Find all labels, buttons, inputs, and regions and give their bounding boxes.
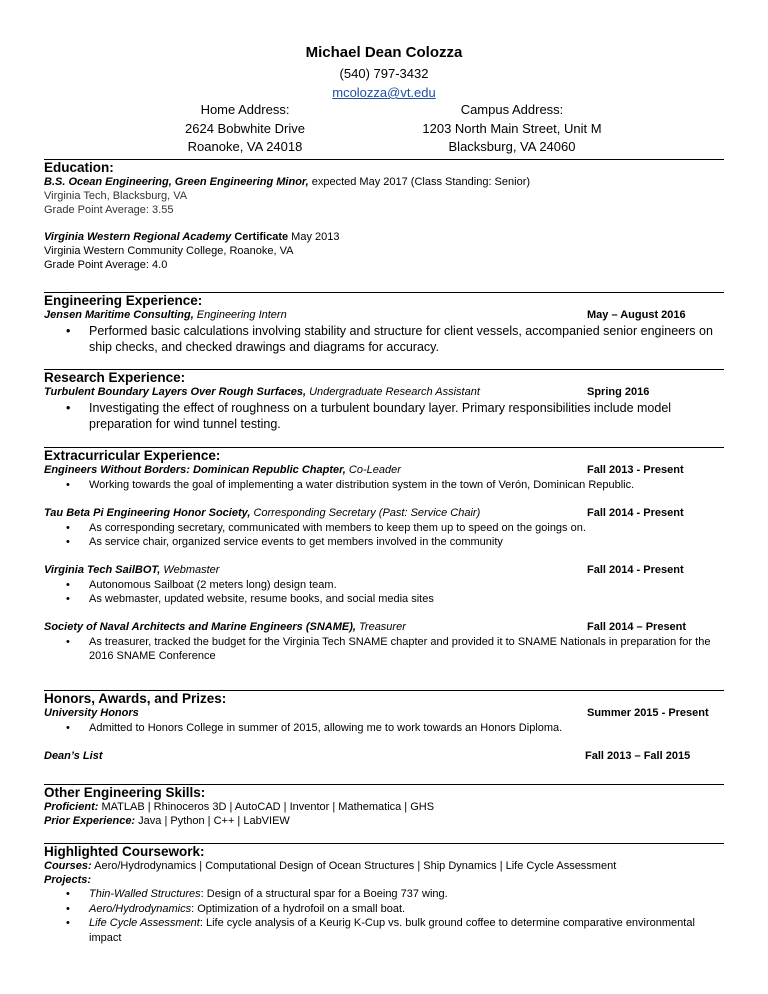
project-name: Life Cycle Assessment xyxy=(89,917,200,929)
entry-date: Fall 2014 - Present xyxy=(587,506,684,519)
courses-value: Aero/Hydrodynamics | Computational Design of Ocean Structures | Ship Dynamics | Life Cycle Assessment xyxy=(91,860,617,872)
entry-row xyxy=(44,620,724,635)
certificate-date: May 2013 xyxy=(288,231,340,243)
entry-row xyxy=(44,563,724,578)
section-title: Honors, Awards, and Prizes: xyxy=(44,691,227,706)
project-name: Thin-Walled Structures xyxy=(89,888,201,900)
entry-date: Fall 2013 - Present xyxy=(587,464,684,476)
campus-address-line2: Blacksburg, VA 24060 xyxy=(448,139,576,154)
section-title: Highlighted Coursework: xyxy=(44,844,205,859)
resume-name: Michael Dean Colozza xyxy=(305,44,463,61)
section-title: Extracurricular Experience: xyxy=(44,448,221,463)
entry-org: University Honors xyxy=(44,707,139,719)
entry-org: Dean’s List xyxy=(44,749,103,762)
list-item xyxy=(44,887,724,902)
list-item: • As corresponding secretary, communicated with members to keep them up to speed on the goings on. xyxy=(44,521,724,536)
entry-role: Webmaster xyxy=(160,563,220,576)
degree-detail: expected May 2017 (Class Standing: Senior) xyxy=(308,176,531,188)
entry-org: Turbulent Boundary Layers Over Rough Surfaces, xyxy=(44,386,307,398)
courses-label: Courses: xyxy=(44,860,92,872)
entry-role: Engineering Intern xyxy=(193,309,287,321)
list-item: • Autonomous Sailboat (2 meters long) design team. xyxy=(44,578,724,593)
home-address-label: Home Address: xyxy=(200,102,290,117)
entry-org: Virginia Tech SailBOT, xyxy=(44,563,161,576)
campus-address-label: Campus Address: xyxy=(460,102,564,117)
degree-line xyxy=(44,175,724,189)
list-item xyxy=(44,902,724,917)
skills-value: Java | Python | C++ | LabVIEW xyxy=(135,815,290,827)
section-title: Engineering Experience: xyxy=(44,293,203,308)
entry-date: Spring 2016 xyxy=(587,386,650,398)
email-link[interactable]: mcolozza@vt.edu xyxy=(332,85,436,100)
entry-date: Summer 2015 - Present xyxy=(587,707,709,719)
research-section xyxy=(44,369,724,432)
entry-role: Corresponding Secretary (Past: Service Chair) xyxy=(250,506,481,519)
entry-org: Society of Naval Architects and Marine Engineers (SNAME), xyxy=(44,620,356,633)
entry-role: Co-Leader xyxy=(345,464,401,476)
projects-line xyxy=(44,873,724,887)
entry-row xyxy=(44,385,724,400)
list-item: • Performed basic calculations involving stability and structure for client vessels, accompanied senior engineers on ship checks, and checked drawings and diagrams for accuracy. xyxy=(44,323,724,355)
home-address xyxy=(170,101,320,157)
list-item: • Investigating the effect of roughness on a turbulent boundary layer. Primary responsibilities include model preparation for wind tunnel testing. xyxy=(44,400,724,432)
gpa-line: Grade Point Average: 3.55 xyxy=(44,204,174,216)
entry-org: Engineers Without Borders: Dominican Republic Chapter, xyxy=(44,464,346,476)
section-title: Education: xyxy=(44,160,114,175)
certificate-line xyxy=(44,230,724,244)
certificate-label: Certificate xyxy=(231,231,289,243)
skills-line xyxy=(44,800,724,814)
entry-row xyxy=(44,706,724,721)
list-item xyxy=(44,916,724,945)
entry-row xyxy=(44,463,724,478)
list-item: • Working towards the goal of implementing a water distribution system in the town of Verón, Dominican Republic. xyxy=(44,478,724,493)
skills-value: MATLAB | Rhinoceros 3D | AutoCAD | Inventor | Mathematica | GHS xyxy=(98,801,435,813)
entry-role: Treasurer xyxy=(355,620,406,633)
engineering-section xyxy=(44,292,724,355)
entry-date: Fall 2014 – Present xyxy=(587,620,687,633)
skills-section xyxy=(44,784,724,828)
gpa-line: Grade Point Average: 4.0 xyxy=(44,259,168,271)
phone-number: (540) 797-3432 xyxy=(339,66,429,81)
extracurricular-section xyxy=(44,447,724,664)
entry-date: May – August 2016 xyxy=(587,309,686,321)
list-item: • As webmaster, updated website, resume books, and social media sites xyxy=(44,592,724,607)
project-text: : Optimization of a hydrofoil on a small boat. xyxy=(191,902,406,915)
list-item: • Admitted to Honors College in summer of 2015, allowing me to work towards an Honors Diploma. xyxy=(44,721,724,736)
entry-org: Tau Beta Pi Engineering Honor Society, xyxy=(44,506,251,519)
campus-address-line1: 1203 North Main Street, Unit M xyxy=(422,120,602,136)
entry-row xyxy=(44,749,724,764)
section-title: Research Experience: xyxy=(44,370,186,385)
honors-section xyxy=(44,690,724,764)
entry-date: Fall 2013 – Fall 2015 xyxy=(585,749,691,762)
section-title: Other Engineering Skills: xyxy=(44,785,206,800)
email-row xyxy=(0,85,768,100)
degree-title: B.S. Ocean Engineering, Green Engineering Minor, xyxy=(44,176,309,188)
home-address-line1: 2624 Bobwhite Drive xyxy=(185,120,305,136)
list-item: • As service chair, organized service events to get members involved in the community xyxy=(44,535,724,550)
project-name: Aero/Hydrodynamics xyxy=(89,902,192,915)
entry-role: Undergraduate Research Assistant xyxy=(306,386,480,398)
education-section xyxy=(44,159,724,272)
projects-label: Projects: xyxy=(44,874,92,886)
school-line: Virginia Western Community College, Roanoke, VA xyxy=(44,245,294,257)
skills-line xyxy=(44,814,724,828)
home-address-line2: Roanoke, VA 24018 xyxy=(187,139,303,154)
entry-row xyxy=(44,308,724,323)
courses-line xyxy=(44,859,724,873)
campus-address xyxy=(402,101,622,157)
certificate-title: Virginia Western Regional Academy xyxy=(44,231,232,243)
school-line: Virginia Tech, Blacksburg, VA xyxy=(44,190,188,202)
entry-date: Fall 2014 - Present xyxy=(587,563,684,576)
skills-label: Proficient: xyxy=(44,801,99,813)
project-text: : Life cycle analysis of a Keurig K-Cup vs. bulk ground coffee to determine comparative environmental impact xyxy=(89,917,695,944)
list-item: • As treasurer, tracked the budget for the Virginia Tech SNAME chapter and provided it to SNAME Nationals in preparation for the 2016 SNAME Conference xyxy=(44,635,724,664)
entry-org: Jensen Maritime Consulting, xyxy=(44,309,194,321)
skills-label: Prior Experience: xyxy=(44,815,136,827)
project-text: : Design of a structural spar for a Boeing 737 wing. xyxy=(200,888,448,900)
coursework-section xyxy=(44,843,724,945)
entry-row xyxy=(44,506,724,521)
